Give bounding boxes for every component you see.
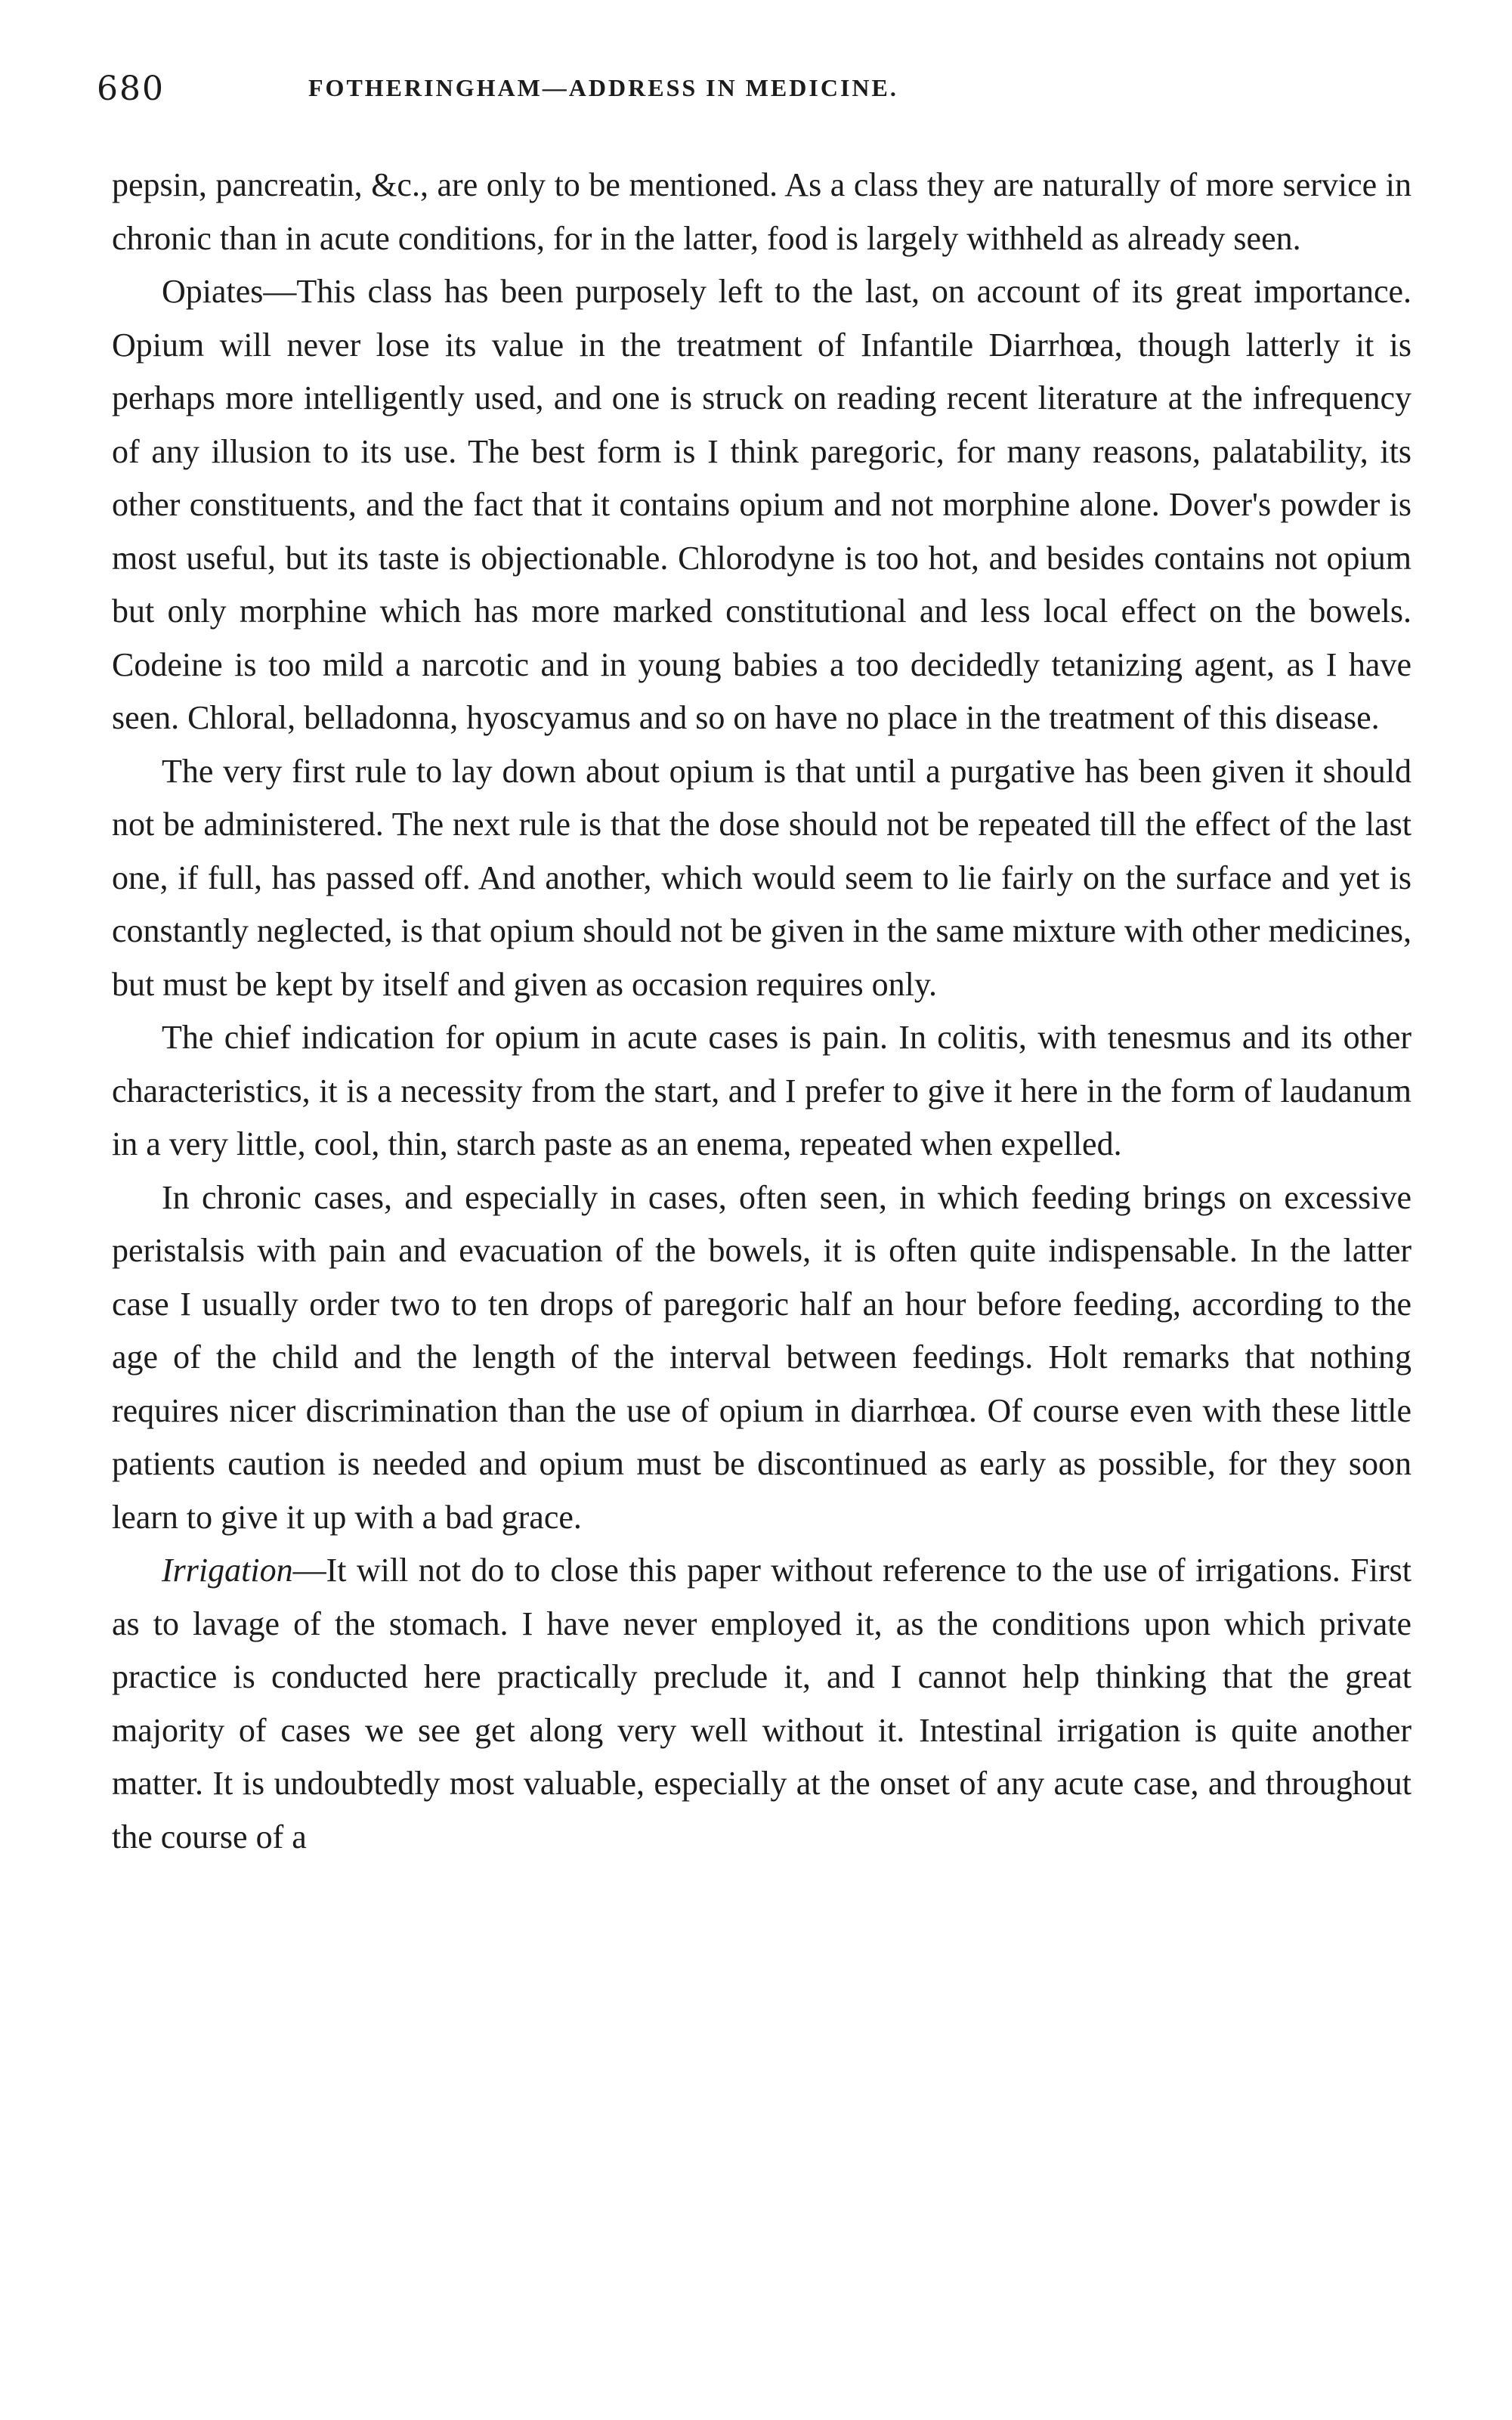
- body-text: [112, 159, 1412, 1864]
- paragraph-opiates: [112, 265, 1412, 745]
- paragraph-text: The chief indication for opium in acute cases is pain. In colitis, with tenesmus and its other characteristics, it is a necessity from the start, and I prefer to give it here in the form of laudanum in a very little, cool, thin, starch paste as an enema, repeated when expelled.: [112, 1019, 1412, 1162]
- paragraph-text: Opiates—This class has been purposely left to the last, on account of its great importance. Opium will never lose its value in the treatment of Infantile Diarrhœa, though latterly it is perhaps more intelligently used, and one is struck on reading recent literature at the infrequency of any illusion to its use. The best form is I think paregoric, for many reasons, palatability, its other constituents, and the fact that it contains opium and not morphine alone. Dover's powder is most useful, but its taste is objectionable. Chlorodyne is too hot, and besides contains not opium but only morphine which has more marked constitutional and less local effect on the bowels. Codeine is too mild a narcotic and in young babies a too decidedly tetanizing agent, as I have seen. Chloral, belladonna, hyoscyamus and so on have no place in the treatment of this disease.: [112, 273, 1412, 736]
- paragraph-text: The very first rule to lay down about opium is that until a purgative has been given it should not be administered. The next rule is that the dose should not be repeated till the effect of the last one, if full, has passed off. And another, which would seem to lie fairly on the surface and yet is constantly neglected, is that opium should not be given in the same mixture with other medicines, but must be kept by itself and given as occasion requires only.: [112, 752, 1412, 1003]
- paragraph-acute-cases: [112, 1011, 1412, 1171]
- page-header: [97, 70, 1412, 115]
- paragraph-text: In chronic cases, and especially in cases, often seen, in which feeding brings on excessive peristalsis with pain and evacuation of the bowels, it is often quite indispensable. In the latter case I usually order two to ten drops of paregoric half an hour before feeding, according to the age of the child and the length of the interval between feedings. Holt remarks that nothing requires nicer discrimination than the use of opium in diarrhœa. Of course even with these little patients caution is needed and opium must be discontinued as early as possible, for they soon learn to give it up with a bad grace.: [112, 1178, 1412, 1536]
- paragraph-lead: Irrigation: [162, 1552, 293, 1589]
- paragraph-chronic-cases: [112, 1171, 1412, 1545]
- running-head: FOTHERINGHAM—ADDRESS IN MEDICINE.: [308, 74, 898, 101]
- paragraph-opium-rules: [112, 745, 1412, 1012]
- paragraph-text: pepsin, pancreatin, &c., are only to be mentioned. As a class they are naturally of more service in chronic than in acute conditions, for in the latter, food is largely withheld as already seen.: [112, 166, 1412, 257]
- paragraph-irrigation: [112, 1544, 1412, 1864]
- paragraph-text: —It will not do to close this paper without reference to the use of irrigations. First as to lavage of the stomach. I have never employed it, as the conditions upon which private practice is conducted here practically preclude it, and I cannot help thinking that the great majority of cases we see get along very well without it. Intestinal irrigation is quite another matter. It is undoubtedly most valuable, especially at the onset of any acute case, and throughout the course of a: [112, 1552, 1412, 1855]
- paragraph-pepsin: [112, 159, 1412, 265]
- page-number: 680: [97, 70, 165, 108]
